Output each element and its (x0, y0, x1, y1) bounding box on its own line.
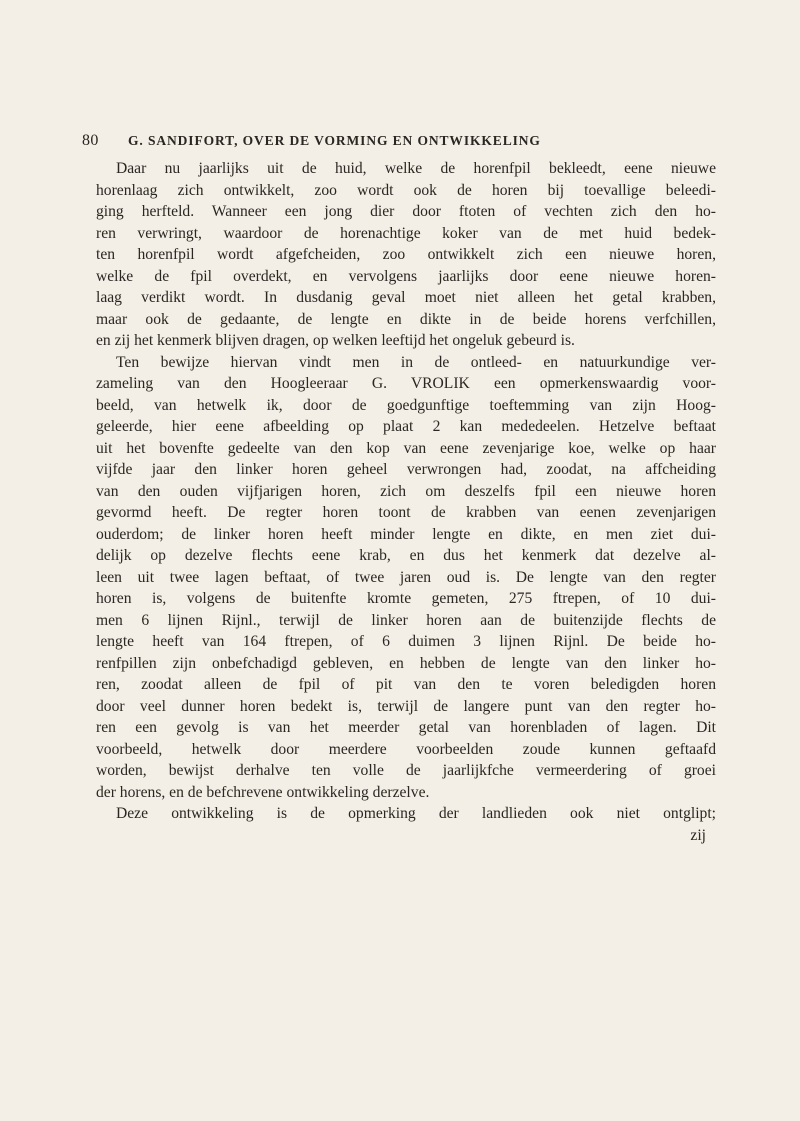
text-line: ren, zoodat alleen de fpil of pit van den te voren beledigden horen (96, 676, 716, 693)
text-line: maar ook de gedaante, de lengte en dikte in de beide horens verfchillen, (96, 310, 716, 328)
text-line: men 6 lijnen Rijnl., terwijl de linker horen aan de buitenzijde flechts de (96, 611, 716, 629)
catchword: zij (690, 826, 706, 844)
text-line: gevormd heeft. De regter horen toont de krabben van eenen zevenjarigen (96, 504, 716, 521)
text-line: laag verdikt wordt. In dusdanig geval moet niet alleen het getal krabben, (96, 289, 716, 306)
text-line: horenlaag zich ontwikkelt, zoo wordt ook de horen bij toevallige beleedi- (96, 181, 716, 199)
text-line: welke de fpil overdekt, en vervolgens jaarlijks door eene nieuwe horen- (96, 267, 716, 285)
text-line: ging herfteld. Wanneer een jong dier door ftoten of vechten zich den ho- (96, 203, 716, 220)
text-line: en zij het kenmerk blijven dragen, op welken leeftijd het ongeluk gebeurd is. (96, 332, 575, 349)
text-line: delijk op dezelve flechts eene krab, en dus het kenmerk dat dezelve al- (96, 547, 716, 564)
text-line: zameling van den Hoogleeraar G. VROLIK een opmerkenswaardig voor- (96, 375, 716, 392)
text-line: Daar nu jaarlijks uit de huid, welke de horenfpil bekleedt, eene nieuwe (116, 160, 716, 177)
text-line: Ten bewijze hiervan vindt men in de ontleed- en natuurkundige ver- (116, 353, 716, 371)
text-line: der horens, en de befchrevene ontwikkeling derzelve. (96, 783, 430, 801)
text-line: horen is, volgens de buitenfte kromte gemeten, 275 ftrepen, of 10 dui- (96, 590, 716, 607)
text-line: geleerde, hier eene afbeelding op plaat 2 kan mededeelen. Hetzelve beftaat (96, 418, 716, 435)
text-line: renfpillen zijn onbefchadigd gebleven, en hebben de lengte van den linker ho- (96, 654, 716, 672)
text-line: worden, bewijst derhalve ten volle de jaarlijkfche vermeerdering of groei (96, 762, 716, 779)
text-line: uit het bovenfte gedeelte van den kop van eene zevenjarige koe, welke op haar (96, 439, 716, 457)
body-text (96, 158, 716, 846)
text-line: voorbeeld, hetwelk door meerdere voorbeelden zoude kunnen geftaafd (96, 740, 716, 758)
running-head: G. SANDIFORT, OVER DE VORMING EN ONTWIKKELING (128, 133, 541, 148)
text-line: Deze ontwikkeling is de opmerking der landlieden ook niet ontglipt; (116, 805, 716, 822)
text-line: leen uit twee lagen beftaat, of twee jaren oud is. De lengte van den regter (96, 568, 716, 586)
text-line: beeld, van hetwelk ik, door de goedgunftige toeftemming van zijn Hoog- (96, 396, 716, 414)
text-line: ouderdom; de linker horen heeft minder lengte en dikte, en men ziet dui- (96, 525, 716, 543)
page-number: 80 (82, 132, 99, 149)
text-line: vijfde jaar den linker horen geheel verwrongen had, zoodat, na affcheiding (96, 461, 716, 478)
text-line: ten horenfpil wordt afgefcheiden, zoo ontwikkelt zich een nieuwe horen, (96, 246, 716, 263)
text-line: ren verwringt, waardoor de horenachtige koker van de met huid bedek- (96, 224, 716, 242)
text-line: door veel dunner horen bedekt is, terwijl de langere punt van den regter ho- (96, 697, 716, 715)
page-header (82, 132, 722, 154)
text-line: lengte heeft van 164 ftrepen, of 6 duimen 3 lijnen Rijnl. De beide ho- (96, 633, 716, 650)
text-line: van den ouden vijfjarigen horen, zich om deszelfs fpil een nieuwe horen (96, 482, 716, 500)
text-line: ren een gevolg is van het meerder getal van horenbladen of lagen. Dit (96, 719, 716, 736)
